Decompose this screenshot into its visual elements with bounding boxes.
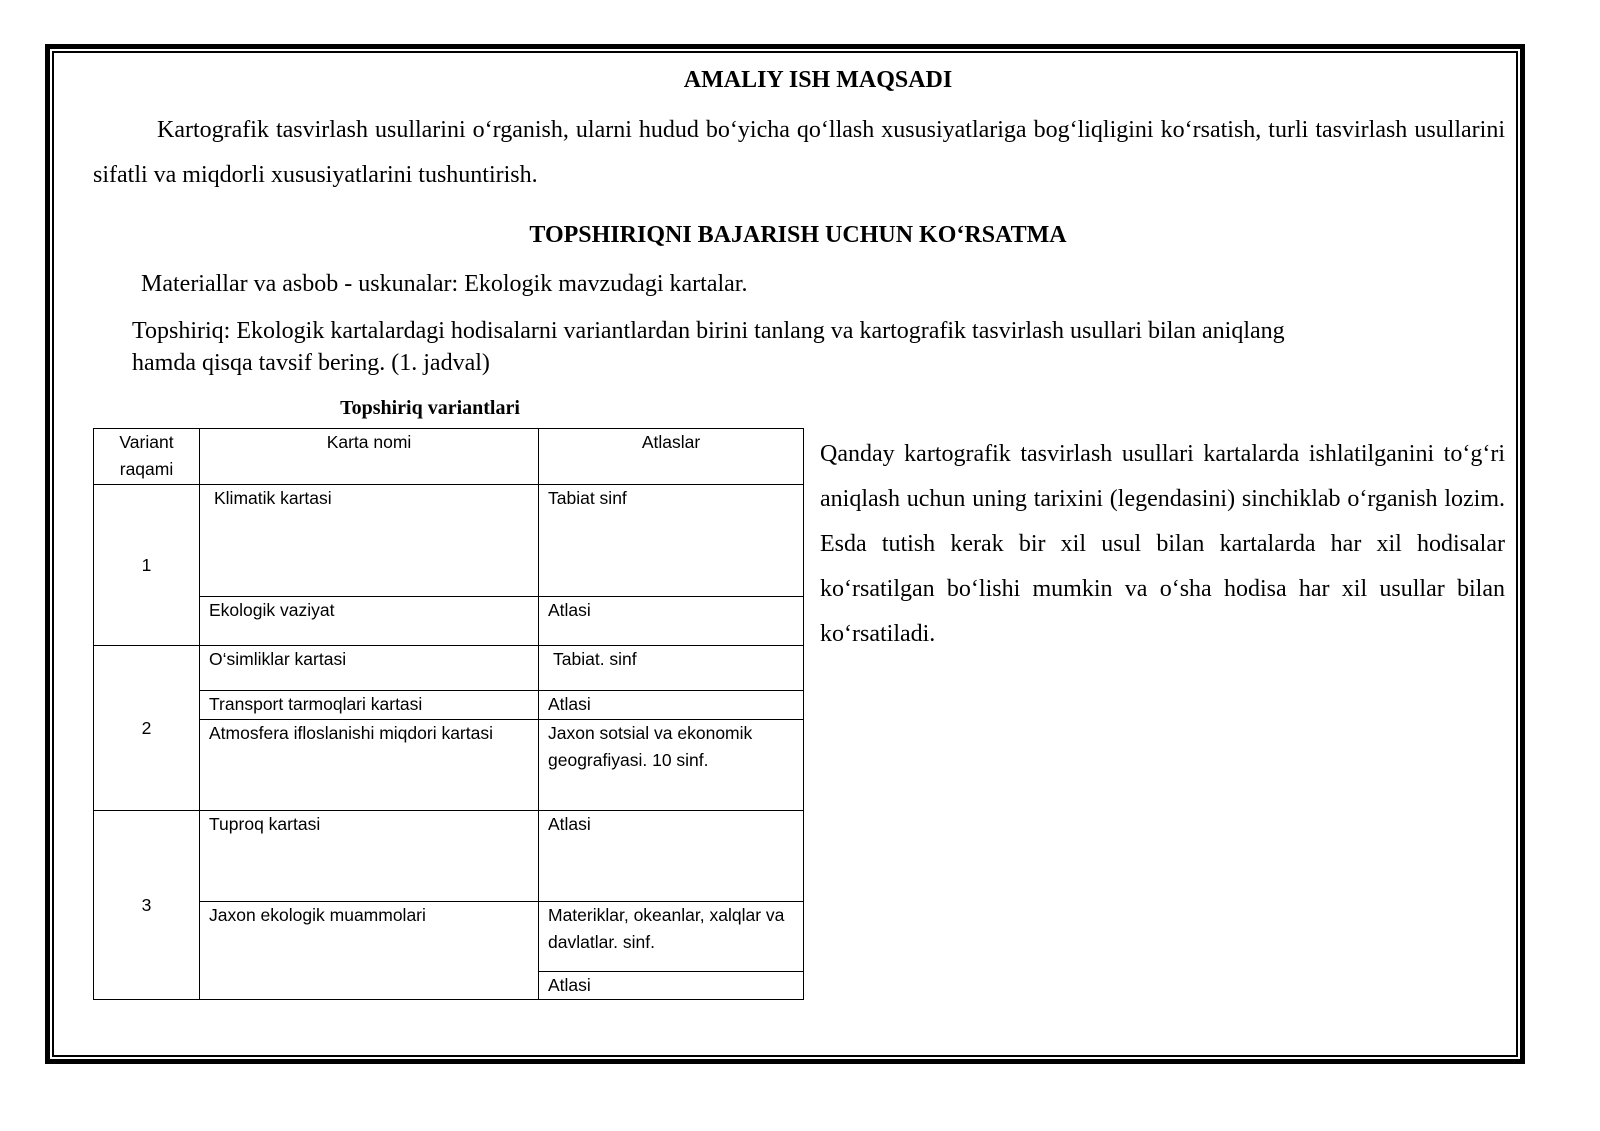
- atlas-cell: Atlasi: [539, 811, 804, 902]
- karta-cell: Atmosfera ifloslanishi miqdori kartasi: [200, 720, 539, 811]
- table-row: [94, 485, 804, 597]
- header-karta: Karta nomi: [200, 429, 539, 485]
- table-row: [94, 902, 804, 972]
- atlas-cell: Atlasi: [539, 597, 804, 646]
- task-line-2: hamda qisqa tavsif bering. (1. jadval): [132, 350, 490, 376]
- materials-paragraph: Materiallar va asbob - uskunalar: Ekologik mavzudagi kartalar.: [141, 271, 748, 297]
- atlas-cell: Atlasi: [539, 972, 804, 1000]
- table-row: [94, 646, 804, 691]
- table-caption: Topshiriq variantlari: [340, 397, 520, 419]
- karta-cell: Klimatik kartasi: [200, 485, 539, 597]
- guide-title: TOPSHIRIQNI BAJARISH UCHUN KO‘RSATMA: [529, 222, 1067, 248]
- atlas-cell: Jaxon sotsial va ekonomik geografiyasi. 10 sinf.: [539, 720, 804, 811]
- page-title: AMALIY ISH MAQSADI: [683, 67, 953, 93]
- side-paragraph: Qanday kartografik tasvirlash usullari kartalarda ishlatilganini to‘g‘ri aniqlash uchun uning tarixini (legendasini) sinchiklab o‘rganish lozim. Esda tutish kerak bir xil usul bilan kartalarda har xil hodisalar ko‘rsatilgan bo‘lishi mumkin va o‘sha hodisa har xil usullar bilan ko‘rsatiladi.: [820, 441, 1505, 647]
- atlas-cell: Tabiat sinf: [539, 485, 804, 597]
- atlas-cell: Tabiat. sinf: [539, 646, 804, 691]
- table-row: [94, 691, 804, 720]
- table-row: [94, 811, 804, 902]
- karta-cell: Tuproq kartasi: [200, 811, 539, 902]
- table-header-row: [94, 429, 804, 485]
- variants-table: [93, 428, 804, 1000]
- table-row: [94, 597, 804, 646]
- header-atlas: Atlaslar: [539, 429, 804, 485]
- atlas-cell: Atlasi: [539, 691, 804, 720]
- karta-cell: O‘simliklar kartasi: [200, 646, 539, 691]
- goal-paragraph: Kartografik tasvirlash usullarini o‘rganish, ularni hudud bo‘yicha qo‘llash xususiyatlariga bog‘liqligini ko‘rsatish, turli tasvirlash usullarini sifatli va miqdorli xususiyatlarini tushuntirish.: [93, 117, 1505, 188]
- variant-number: 3: [94, 811, 200, 1000]
- variant-number: 2: [94, 646, 200, 811]
- karta-cell: Transport tarmoqlari kartasi: [200, 691, 539, 720]
- header-variant: Variant raqami: [94, 429, 200, 485]
- task-line-1: Topshiriq: Ekologik kartalardagi hodisalarni variantlardan birini tanlang va kartografik tasvirlash usullari bilan aniqlang: [132, 318, 1285, 344]
- atlas-cell: Materiklar, okeanlar, xalqlar va davlatlar. sinf.: [539, 902, 804, 972]
- karta-cell: Jaxon ekologik muammolari: [200, 902, 539, 1000]
- table-row: [94, 720, 804, 811]
- variant-number: 1: [94, 485, 200, 646]
- karta-cell: Ekologik vaziyat: [200, 597, 539, 646]
